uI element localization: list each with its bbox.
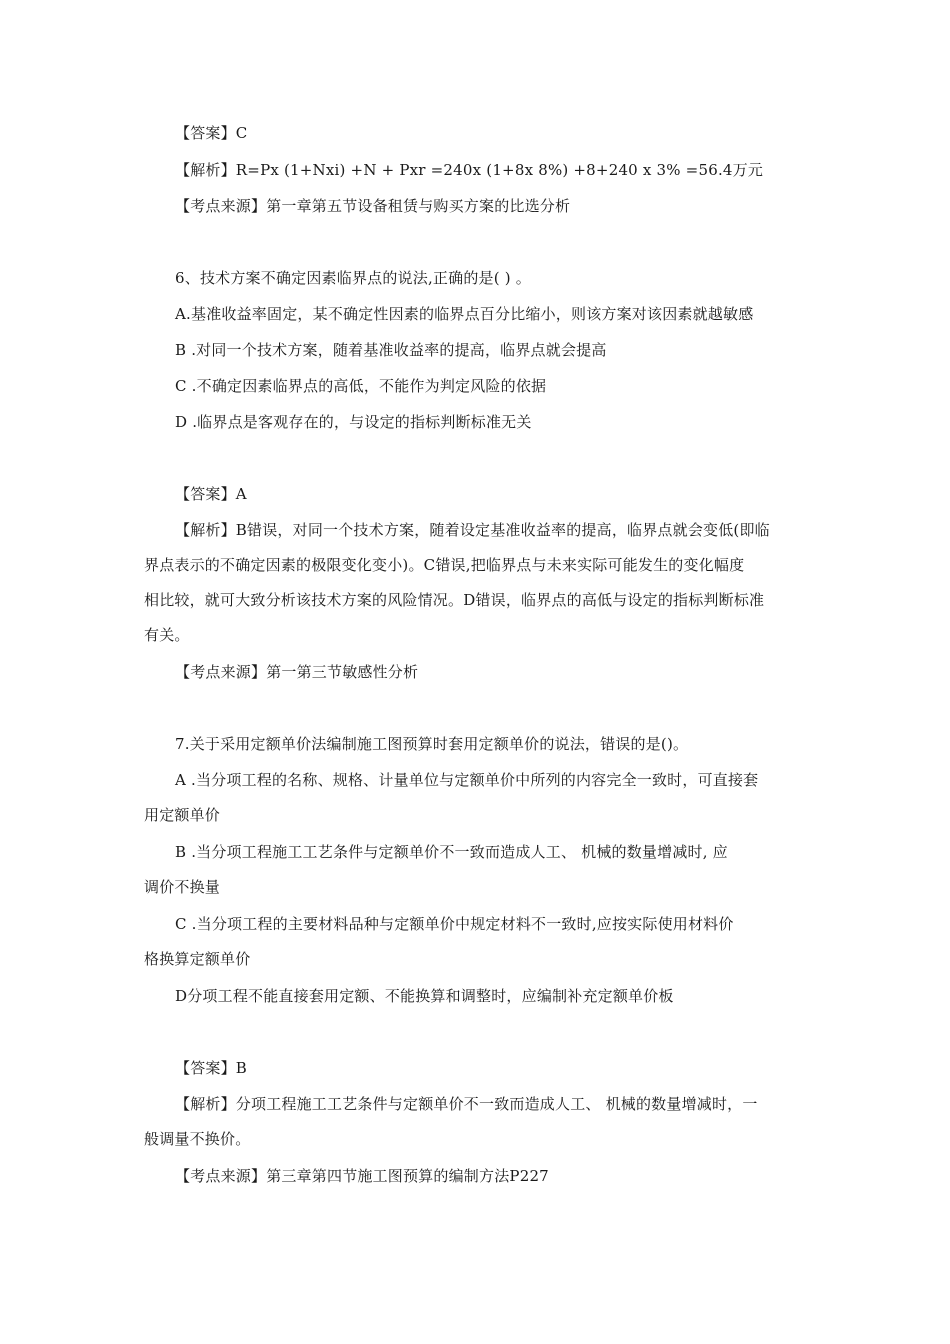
q6-option-a: A.基准收益率固定，某不确定性因素的临界点百分比缩小，则该方案对该因素就越敏感 bbox=[175, 305, 754, 323]
q7-option-c-line-1: C .当分项工程的主要材料品种与定额单价中规定材料不一致时,应按实际使用材料价 bbox=[175, 915, 734, 933]
q6-analysis-line-3: 相比较，就可大致分析该技术方案的风险情况。D错误，临界点的高低与设定的指标判断标准 bbox=[144, 591, 765, 609]
q7-answer: 【答案】B bbox=[175, 1059, 248, 1077]
q6-answer: 【答案】A bbox=[175, 485, 247, 503]
q6-question: 6、技术方案不确定因素临界点的说法,正确的是( ) 。 bbox=[175, 269, 531, 287]
q7-question: 7.关于采用定额单价法编制施工图预算时套用定额单价的说法，错误的是()。 bbox=[175, 735, 689, 753]
q7-analysis-line-1: 【解析】分项工程施工工艺条件与定额单价不一致而造成人工、 机械的数量增减时，一 bbox=[175, 1095, 758, 1113]
q5-analysis: 【解析】R=Px (1+Nxi) +N + Pxr =240x (1+8x 8%) +8+240 x 3% =56.4万元 bbox=[175, 161, 764, 179]
q5-source: 【考点来源】第一章第五节设备租赁与购买方案的比选分析 bbox=[175, 197, 571, 215]
q6-analysis-line-1: 【解析】B错误，对同一个技术方案，随着设定基准收益率的提高，临界点就会变低(即临 bbox=[175, 521, 770, 539]
q7-analysis-line-2: 般调量不换价。 bbox=[144, 1130, 251, 1148]
q6-analysis-line-2: 界点表示的不确定因素的极限变化变小)。C错误,把临界点与未来实际可能发生的变化幅度 bbox=[144, 556, 745, 574]
q7-option-a-line-1: A .当分项工程的名称、规格、计量单位与定额单价中所列的内容完全一致时，可直接套 bbox=[175, 771, 759, 789]
q7-option-a-line-2: 用定额单价 bbox=[144, 806, 221, 824]
q6-analysis-line-4: 有关。 bbox=[144, 626, 190, 644]
q6-source: 【考点来源】第一第三节敏感性分析 bbox=[175, 663, 419, 681]
q6-option-b: B .对同一个技术方案，随着基准收益率的提高，临界点就会提高 bbox=[175, 341, 607, 359]
q7-source: 【考点来源】第三章第四节施工图预算的编制方法P227 bbox=[175, 1167, 549, 1185]
q5-answer: 【答案】C bbox=[175, 124, 248, 142]
q7-option-c-line-2: 格换算定额单价 bbox=[144, 950, 251, 968]
q7-option-d: D分项工程不能直接套用定额、不能换算和调整时，应编制补充定额单价板 bbox=[175, 987, 674, 1005]
q7-option-b-line-1: B .当分项工程施工工艺条件与定额单价不一致而造成人工、 机械的数量增减时, 应 bbox=[175, 843, 728, 861]
q6-option-d: D .临界点是客观存在的，与设定的指标判断标准无关 bbox=[175, 413, 532, 431]
q6-option-c: C .不确定因素临界点的高低，不能作为判定风险的依据 bbox=[175, 377, 547, 395]
q7-option-b-line-2: 调价不换量 bbox=[144, 878, 221, 896]
